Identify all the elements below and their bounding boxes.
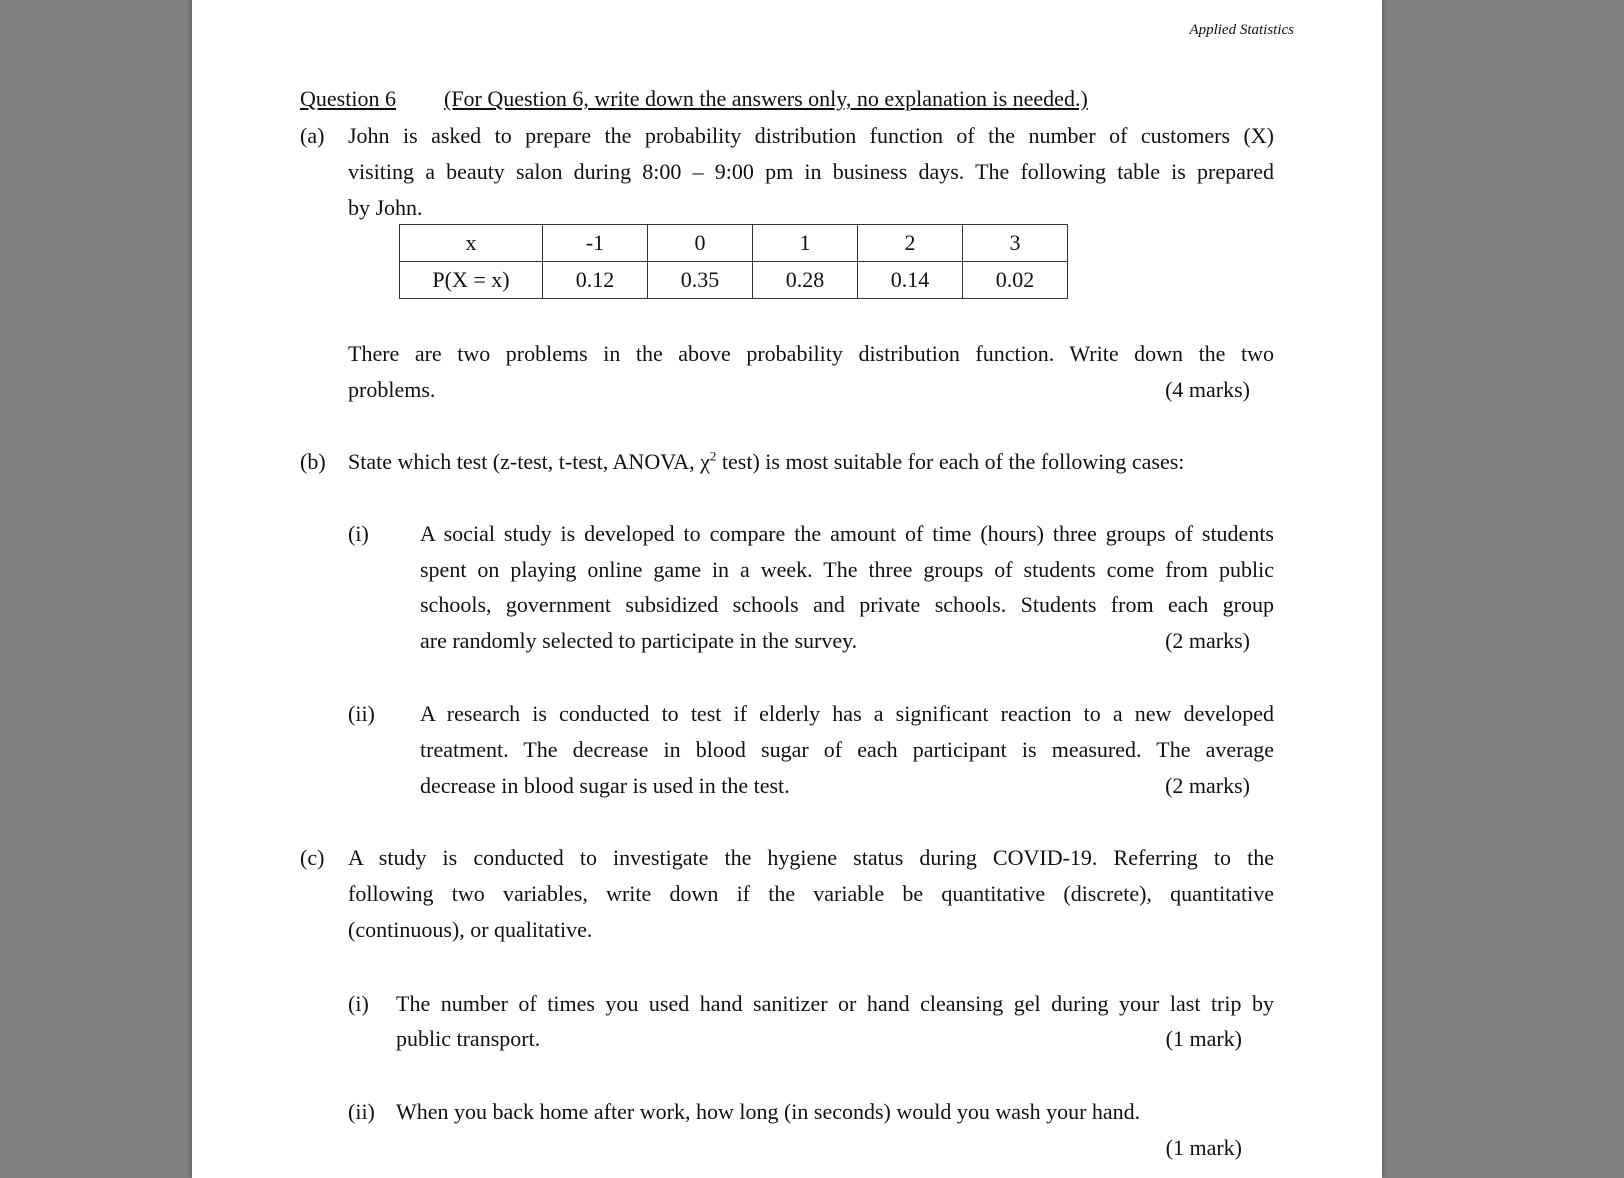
- part-b-prompt: [348, 444, 1184, 480]
- part-b-prompt-end: test) is most suitable for each of the following cases:: [716, 449, 1185, 474]
- part-a-followup-line-1: There are two problems in the above probability distribution function. Write down the two: [348, 341, 1274, 366]
- part-b-ii-marks: (2 marks): [1165, 773, 1250, 798]
- part-b-i-marks: (2 marks): [1165, 628, 1250, 653]
- part-c-i-line-1: The number of times you used hand sanitizer or hand cleansing gel during your last trip by: [396, 991, 1274, 1016]
- part-a-followup-line-2: problems.: [348, 377, 436, 402]
- document-page: [192, 0, 1382, 1178]
- part-c-i-marks: (1 mark): [1165, 1026, 1242, 1051]
- table-cell: 0: [648, 225, 753, 262]
- part-b-prompt-start: State which test (z-test, t-test, ANOVA, χ: [348, 449, 710, 474]
- part-a-label: (a): [300, 123, 325, 148]
- table-header-x: x: [400, 225, 543, 262]
- table-cell: 1: [753, 225, 858, 262]
- part-a-line-2: visiting a beauty salon during 8:00 – 9:00 pm in business days. The following table is prepared: [348, 159, 1274, 184]
- table-row: [400, 262, 1068, 299]
- part-a-marks: (4 marks): [1165, 377, 1250, 402]
- part-b-ii-line-1: A research is conducted to test if elderly has a significant reaction to a new developed: [420, 701, 1274, 726]
- part-c-ii-label: (ii): [348, 1099, 375, 1124]
- part-b-i-line-2: spent on playing online game in a week. The three groups of students come from public: [420, 557, 1274, 582]
- table-cell: 0.28: [753, 262, 858, 299]
- question-instruction: (For Question 6, write down the answers only, no explanation is needed.): [444, 86, 1088, 111]
- part-c-ii-line-1: When you back home after work, how long (in seconds) would you wash your hand.: [396, 1099, 1141, 1124]
- part-b-i-line-3: schools, government subsidized schools and private schools. Students from each group: [420, 592, 1274, 617]
- table-row: [400, 225, 1068, 262]
- probability-table: [399, 224, 1068, 299]
- part-c-ii-marks: (1 mark): [1165, 1135, 1242, 1160]
- part-b-label: (b): [300, 449, 326, 474]
- table-header-probability: P(X = x): [400, 262, 543, 299]
- part-a-line-3: by John.: [348, 195, 423, 220]
- table-cell: -1: [543, 225, 648, 262]
- part-c-line-2: following two variables, write down if the variable be quantitative (discrete), quantitative: [348, 881, 1274, 906]
- part-c-label: (c): [300, 845, 325, 870]
- part-b-i-label: (i): [348, 521, 369, 546]
- table-cell: 2: [858, 225, 963, 262]
- table-cell: 0.14: [858, 262, 963, 299]
- part-c-line-1: A study is conducted to investigate the hygiene status during COVID-19. Referring to the: [348, 845, 1274, 870]
- running-header: Applied Statistics: [1189, 22, 1294, 38]
- table-cell: 0.12: [543, 262, 648, 299]
- part-c-i-line-2: public transport.: [396, 1026, 541, 1051]
- part-b-i-line-1: A social study is developed to compare the amount of time (hours) three groups of students: [420, 521, 1274, 546]
- table-cell: 3: [963, 225, 1068, 262]
- part-c-i-label: (i): [348, 991, 369, 1016]
- part-a-line-1: John is asked to prepare the probability distribution function of the number of customers (X): [348, 123, 1274, 148]
- question-number: Question 6: [300, 86, 396, 111]
- table-cell: 0.02: [963, 262, 1068, 299]
- part-b-i-line-4: are randomly selected to participate in the survey.: [420, 628, 858, 653]
- part-b-ii-label: (ii): [348, 701, 375, 726]
- table-cell: 0.35: [648, 262, 753, 299]
- part-b-ii-line-3: decrease in blood sugar is used in the test.: [420, 773, 790, 798]
- part-b-ii-line-2: treatment. The decrease in blood sugar of each participant is measured. The average: [420, 737, 1274, 762]
- chi-square-superscript: 2: [709, 448, 717, 464]
- part-c-line-3: (continuous), or qualitative.: [348, 917, 593, 942]
